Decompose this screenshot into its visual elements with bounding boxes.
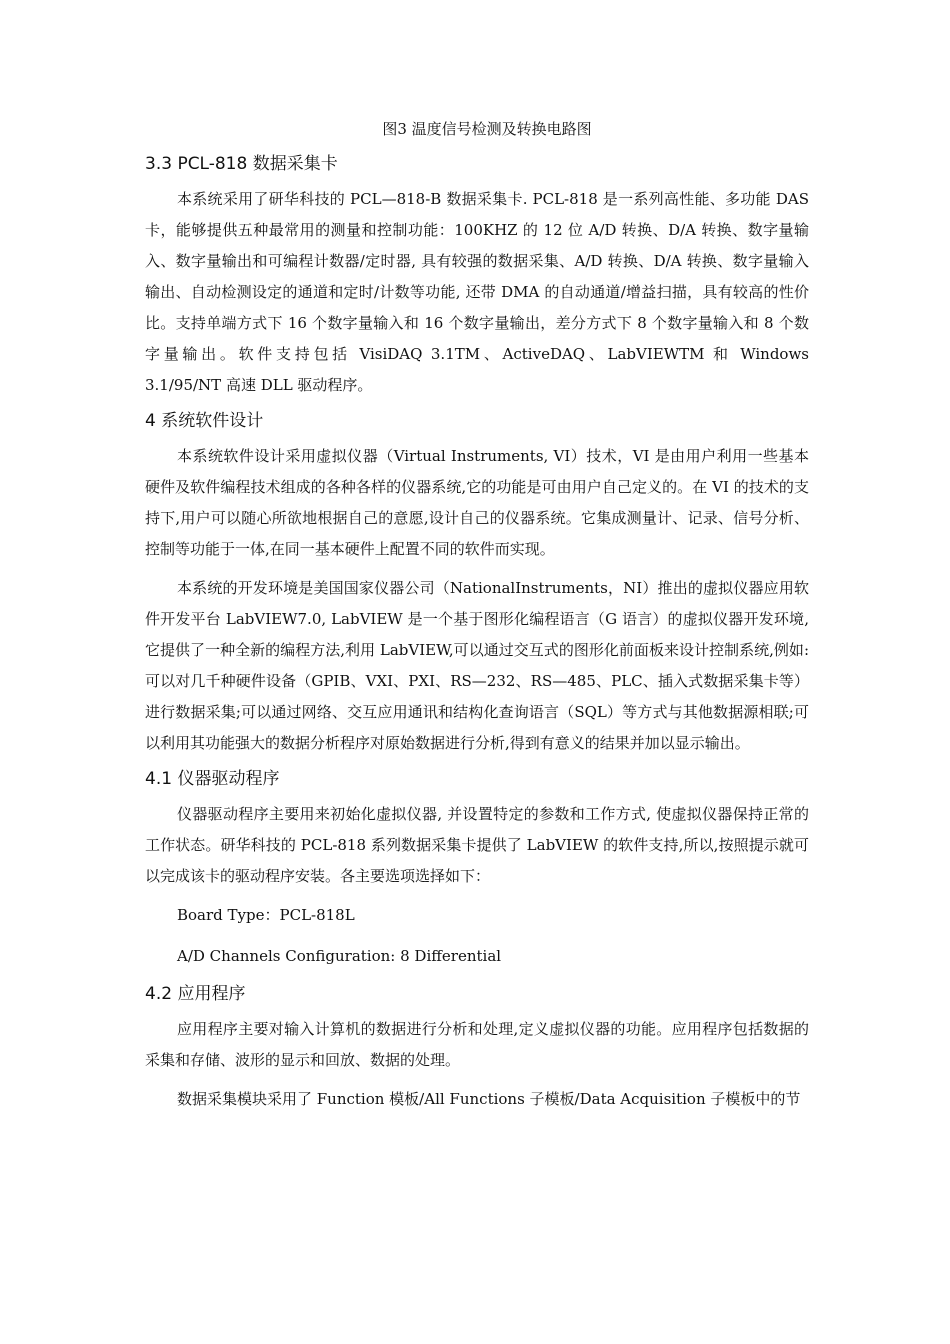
paragraph-pcl818: 本系统采用了研华科技的 PCL—818-B 数据采集卡. PCL-818 是一系列高性能、多功能 DAS 卡，能够提供五种最常用的测量和控制功能：100KHZ 的 12 位 A/D 转换、D/A 转换、数字量输入、数字量输出和可编程计数器/定时器, 具有较强的数据采集、A/D 转换、D/A 转换、数字量输入输出、自动检测设定的通道和定时/计数等功能, 还带 DMA 的自动通道/增益扫描，具有较高的性价比。支持单端方式下 16 个数字量输入和 16 个数字量输出，差分方式下 8 个数字量输入和 8 个数字量输出。软件支持包括 VisiDAQ 3.1TM、ActiveDAQ、LabVIEWTM 和 Windows 3.1/95/NT 高速 DLL 驱动程序。 xyxy=(145,190,809,394)
section-heading-4-1: 4.1 仪器驱动程序 xyxy=(145,769,280,789)
paragraph-labview: 本系统的开发环境是美国国家仪器公司（NationalInstruments，NI）推出的虚拟仪器应用软件开发平台 LabVIEW7.0, LabVIEW 是一个基于图形化编程语言（G 语言）的虚拟仪器开发环境,它提供了一种全新的编程方法,利用 LabVIEW,可以通过交互式的图形化前面板来设计控制系统,例如:可以对几千种硬件设备（GPIB、VXI、PXI、RS—232、RS—485、PLC、插入式数据采集卡等）进行数据采集;可以通过网络、交互应用通讯和结构化查询语言（SQL）等方式与其他数据源相联;可以利用其功能强大的数据分析程序对原始数据进行分析,得到有意义的结果并加以显示输出。 xyxy=(145,579,809,752)
option-board-type: Board Type：PCL-818L xyxy=(177,906,355,924)
paragraph-driver: 仪器驱动程序主要用来初始化虚拟仪器, 并设置特定的参数和工作方式, 使虚拟仪器保持正常的工作状态。研华科技的 PCL-818 系列数据采集卡提供了 LabVIEW 的软件支持,所以,按照提示就可以完成该卡的驱动程序安装。各主要选项选择如下： xyxy=(145,805,809,885)
document-page xyxy=(145,118,809,1123)
section-heading-3-3: 3.3 PCL-818 数据采集卡 xyxy=(145,154,338,174)
paragraph-application: 应用程序主要对输入计算机的数据进行分析和处理,定义虚拟仪器的功能。应用程序包括数据的采集和存储、波形的显示和回放、数据的处理。 xyxy=(145,1020,809,1069)
option-ad-channels: A/D Channels Configuration: 8 Differential xyxy=(177,947,502,965)
paragraph-acquisition: 数据采集模块采用了 Function 模板/All Functions 子模板/Data Acquisition 子模板中的节 xyxy=(177,1090,801,1108)
figure-caption: 图3 温度信号检测及转换电路图 xyxy=(382,120,592,138)
paragraph-vi-intro: 本系统软件设计采用虚拟仪器（Virtual Instruments, VI）技术，VI 是由用户利用一些基本硬件及软件编程技术组成的各种各样的仪器系统,它的功能是可由用户自己定义的。在 VI 的技术的支持下,用户可以随心所欲地根据自己的意愿,设计自己的仪器系统。它集成测量计、记录、信号分析、控制等功能于一体,在同一基本硬件上配置不同的软件而实现。 xyxy=(145,447,809,558)
section-heading-4-2: 4.2 应用程序 xyxy=(145,984,246,1004)
section-heading-4: 4 系统软件设计 xyxy=(145,411,264,431)
